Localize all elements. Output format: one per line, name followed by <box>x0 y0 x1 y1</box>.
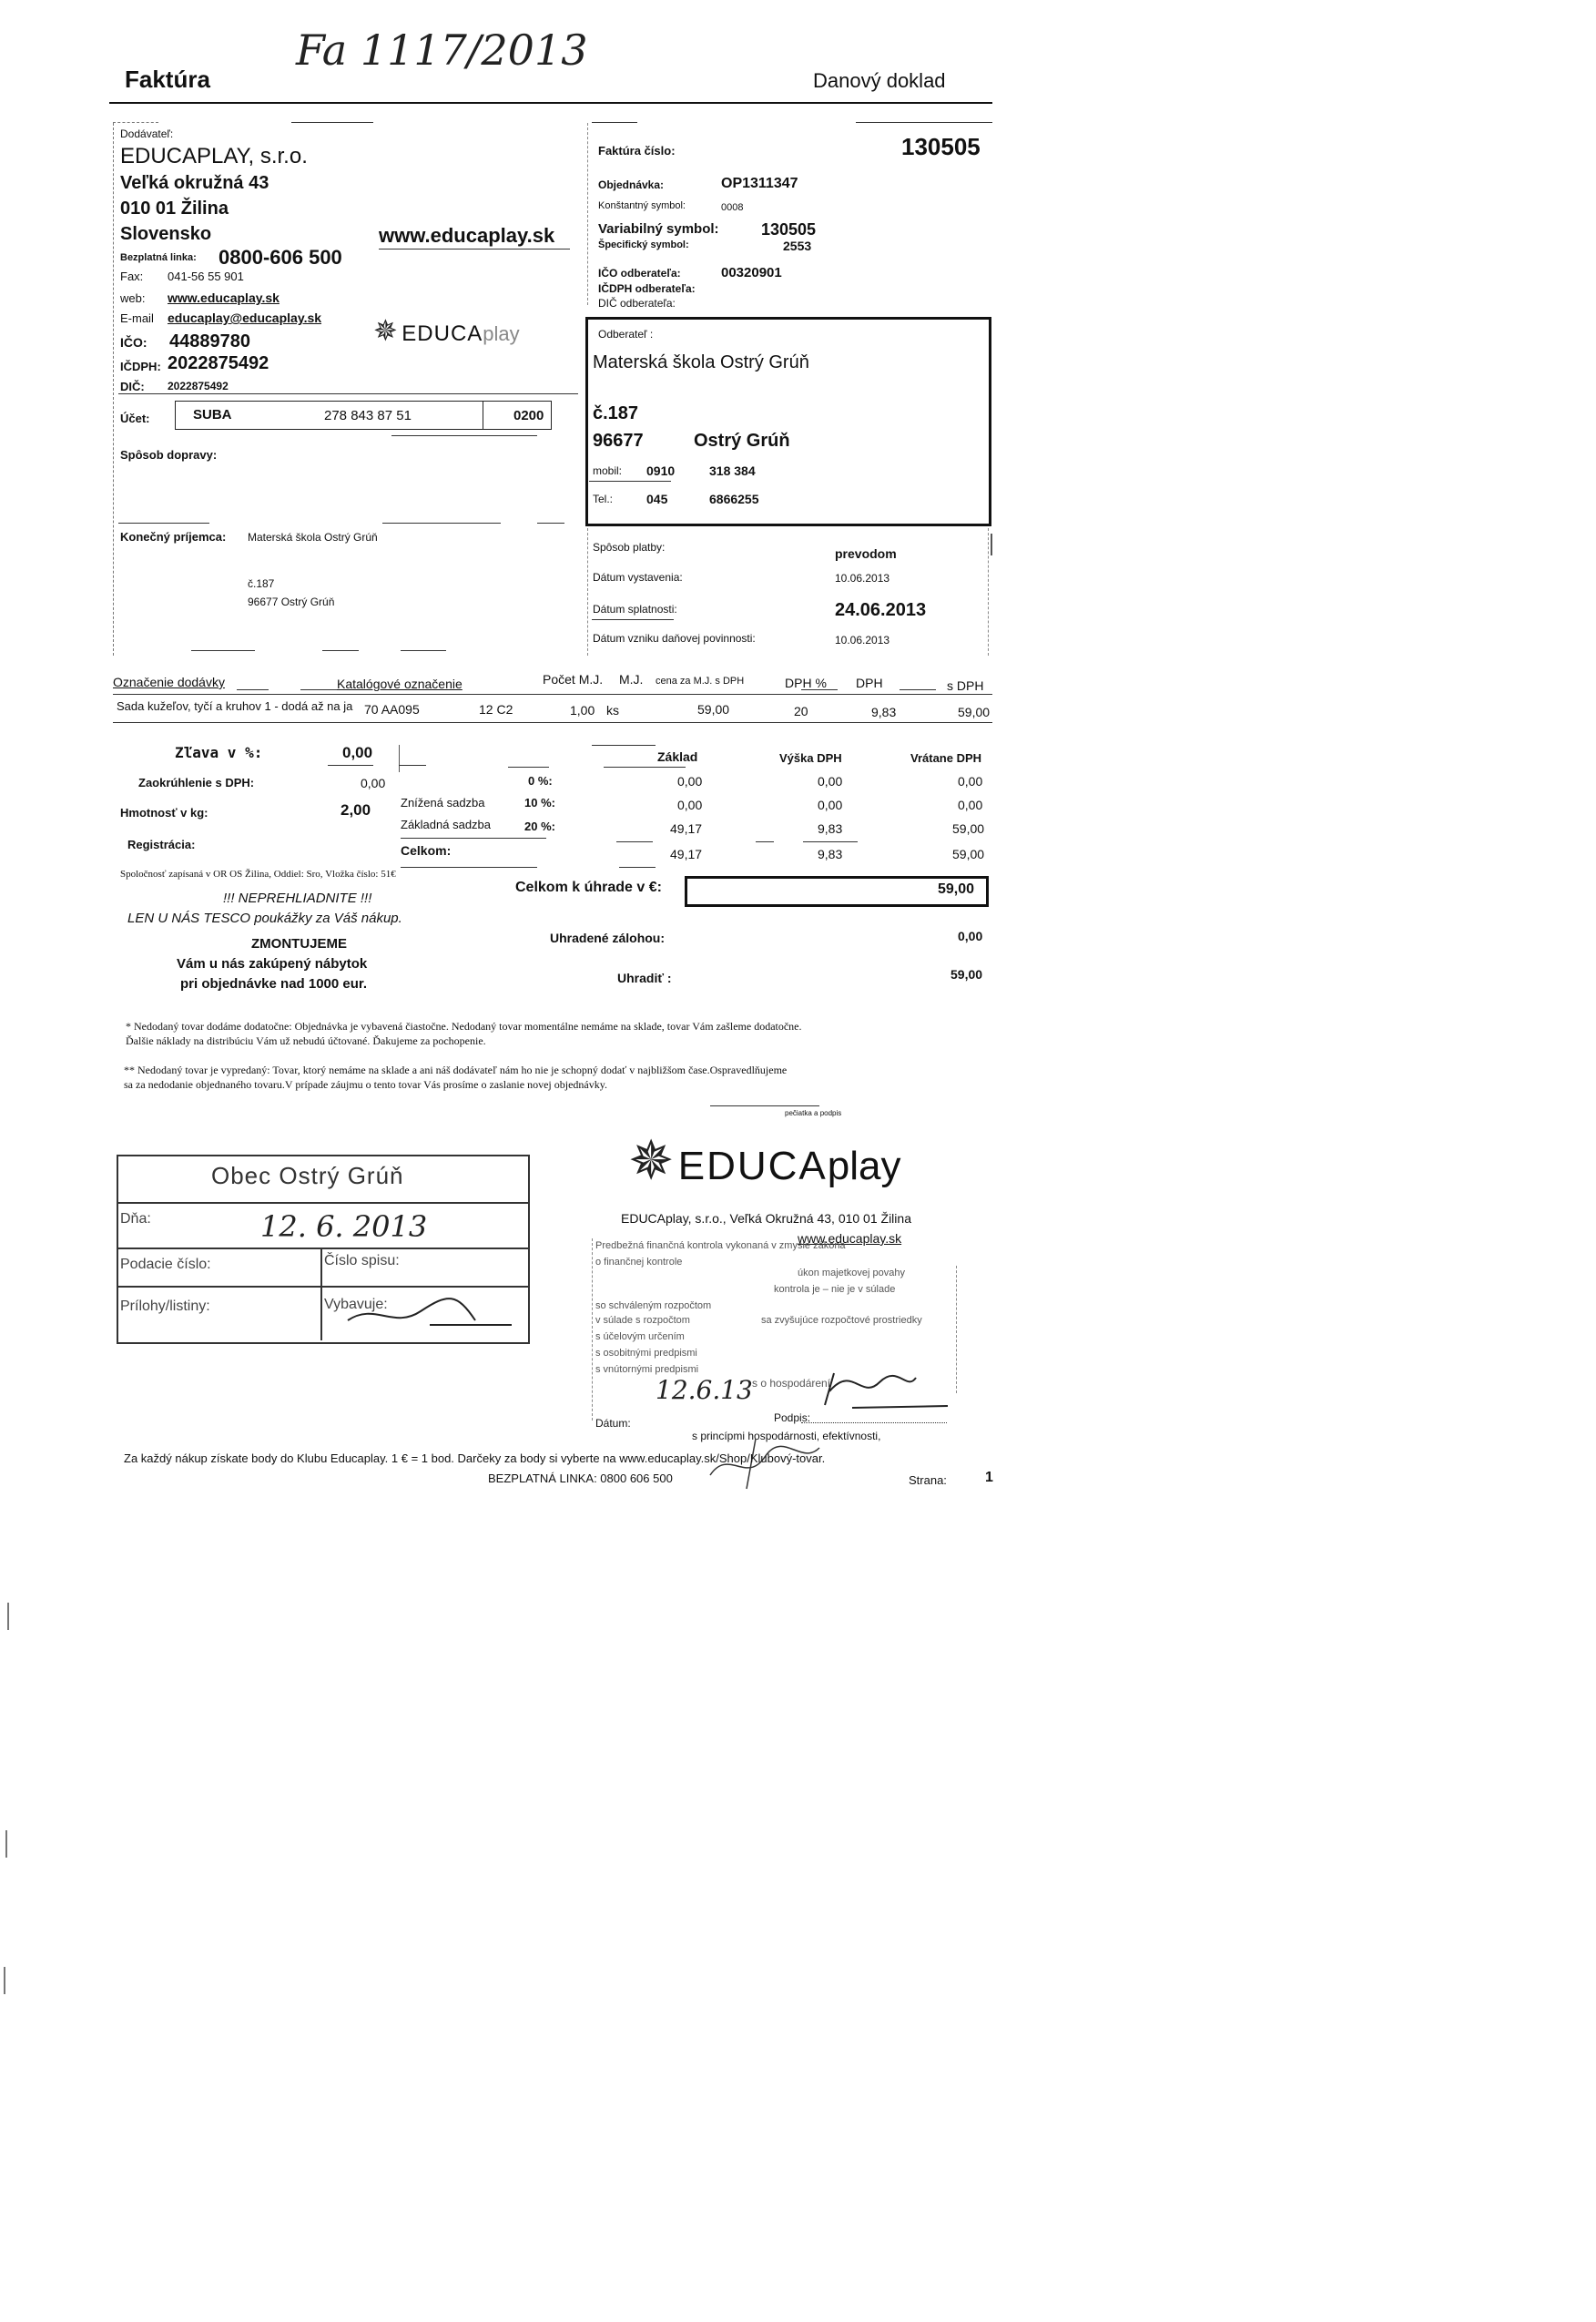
var-symbol-label: Variabilný symbol: <box>598 221 719 237</box>
const-symbol: 0008 <box>721 202 744 213</box>
supplier-country: Slovensko <box>120 224 212 244</box>
customer-zip: 96677 <box>593 431 644 451</box>
col-unit-price: cena za M.J. s DPH <box>656 676 745 687</box>
col-designation: Označenie dodávky <box>113 675 225 689</box>
ico-label: IČO: <box>120 335 147 350</box>
icdph-label: IČDPH: <box>120 360 161 373</box>
stamp-title: Obec Ostrý Grúň <box>211 1162 404 1189</box>
row-vat: 9,83 <box>871 705 897 719</box>
recipient-city: 96677 Ostrý Grúň <box>248 596 335 608</box>
col-total-with-vat: Vrátane DPH <box>910 751 982 765</box>
row-vat-pct: 20 <box>794 704 808 718</box>
recipient-label: Konečný príjemca: <box>120 530 227 544</box>
spec-symbol: 2553 <box>783 239 812 253</box>
stamp-date-handwritten: 12. 6. 2013 <box>260 1209 428 1244</box>
stamp-handled-label: Vybavuje: <box>324 1297 388 1312</box>
document-type: Danový doklad <box>813 69 946 92</box>
promo-line-4: Vám u nás zakúpený nábytok <box>177 956 368 972</box>
dic-value: 2022875492 <box>168 380 229 392</box>
to-pay-label: Uhradiť : <box>617 971 672 985</box>
promo-line-5: pri objednávke nad 1000 eur. <box>180 976 368 992</box>
note-1b: Ďalšie náklady na distribúciu Vám už nebudú účtované. Ďakujeme za pochopenie. <box>126 1034 486 1047</box>
handwritten-reference: Fa 1117/2013 <box>296 25 588 75</box>
promo-line-3: ZMONTUJEME <box>251 936 347 952</box>
stamp-attachments-label: Prílohy/listiny: <box>120 1298 210 1314</box>
left-border <box>113 123 114 656</box>
tax-date-label: Dátum vzniku daňovej povinnosti: <box>593 632 756 645</box>
bank-code: 0200 <box>513 408 544 423</box>
email-label: E-mail <box>120 311 154 325</box>
footer-free-line: BEZPLATNÁ LINKA: 0800 606 500 <box>488 1472 673 1485</box>
customer-dic-label: DIČ odberateľa: <box>598 297 676 310</box>
row-designation: Sada kužeľov, tyčí a kruhov 1 - dodá až na ja <box>117 699 353 713</box>
invoice-title: Faktúra <box>125 66 210 93</box>
supplier-website-big[interactable]: www.educaplay.sk <box>379 224 555 247</box>
free-line-number: 0800-606 500 <box>219 246 342 269</box>
customer-ico-label: IČO odberateľa: <box>598 267 681 280</box>
payment-method-label: Spôsob platby: <box>593 541 666 554</box>
row-catalog: 70 AA095 <box>364 702 420 717</box>
registration-text: Spoločnosť zapísaná v OR OS Žilina, Oddiel: Sro, Vložka číslo: 51€ <box>120 869 396 880</box>
total-due-label: Celkom k úhrade v €: <box>515 880 662 895</box>
to-pay-value: 59,00 <box>950 967 983 982</box>
stamp-signature <box>339 1284 521 1339</box>
col-base: Základ <box>657 749 698 764</box>
transport-label: Spôsob dopravy: <box>120 448 218 462</box>
tel-number: 6866255 <box>709 492 759 506</box>
discount-label: Zľava v %: <box>175 744 263 761</box>
order-label: Objednávka: <box>598 178 665 191</box>
company-stamp-signature <box>816 1355 952 1419</box>
stamp-file-label: Číslo spisu: <box>324 1253 400 1268</box>
recipient-name: Materská škola Ostrý Grúň <box>248 531 378 544</box>
invoice-number-label: Faktúra číslo: <box>598 144 676 158</box>
footer-page-label: Strana: <box>909 1473 947 1487</box>
col-vat-amount: Výška DPH <box>779 751 842 765</box>
supplier-city: 010 01 Žilina <box>120 199 229 219</box>
web-label: web: <box>120 291 146 305</box>
tel-prefix: 045 <box>646 492 668 506</box>
invoice-number: 130505 <box>901 133 981 160</box>
note-2b: sa za nedodanie objednaného tovaru.V prípade záujmu o tento tovar Vás prosíme o zaslanie novej objednávky. <box>124 1078 607 1091</box>
note-2a: ** Nedodaný tovar je vypredaný: Tovar, ktorý nemáme na sklade a ani náš dodávateľ nám ho nie je schopný dodať v najbližšom čase.Ospravedlňujeme <box>124 1064 788 1076</box>
row-qty: 1,00 <box>570 703 595 718</box>
tel-label: Tel.: <box>593 493 614 505</box>
col-with-vat: s DPH <box>947 678 984 693</box>
signature-caption: pečiatka a podpis <box>785 1109 842 1117</box>
col-unit: M.J. <box>619 672 644 687</box>
order-number: OP1311347 <box>721 176 798 191</box>
payment-method: prevodom <box>835 546 897 561</box>
issued-date: 10.06.2013 <box>835 572 890 585</box>
col-vat-pct: DPH % <box>785 676 827 690</box>
issued-label: Dátum vystavenia: <box>593 571 683 584</box>
company-stamp-logo: ✵ EDUCAplay <box>628 1130 901 1191</box>
col-vat: DPH <box>856 676 883 690</box>
header-rule <box>109 102 992 104</box>
footer-page-number: 1 <box>985 1470 993 1485</box>
supplier-name: EDUCAPLAY, s.r.o. <box>120 144 308 168</box>
mobil-label: mobil: <box>593 464 623 477</box>
tax-date: 10.06.2013 <box>835 634 890 647</box>
promo-line-2: LEN U NÁS TESCO poukážky za Váš nákup. <box>127 911 402 926</box>
company-stamp-date-label: Dátum: <box>595 1417 631 1430</box>
total-due-value: 59,00 <box>937 881 974 897</box>
weight-value: 2,00 <box>341 801 371 819</box>
customer-ico: 00320901 <box>721 265 782 280</box>
spec-symbol-label: Špecifický symbol: <box>598 239 689 250</box>
customer-street: č.187 <box>593 403 639 423</box>
stamp-date-label: Dňa: <box>120 1211 151 1227</box>
row-with-vat: 59,00 <box>958 705 991 719</box>
rounding-value: 0,00 <box>361 776 386 790</box>
splash-icon-large: ✵ <box>628 1130 675 1191</box>
dic-label: DIČ: <box>120 380 145 393</box>
registration-label: Registrácia: <box>127 838 196 851</box>
company-stamp-date-handwritten: 12.6.13 <box>656 1375 753 1405</box>
icdph-value: 2022875492 <box>168 353 269 373</box>
col-qty: Počet M.J. <box>543 672 604 687</box>
discount-value: 0,00 <box>342 744 373 761</box>
customer-label: Odberateľ : <box>598 328 654 341</box>
customer-icdph-label: IČDPH odberateľa: <box>598 282 696 295</box>
supplier-street: Veľká okružná 43 <box>120 173 269 193</box>
free-line-label: Bezplatná linka: <box>120 252 197 263</box>
company-stamp-sign-label: Podpis: <box>774 1411 811 1424</box>
col-catalog: Katalógové označenie <box>337 677 463 691</box>
company-stamp-address: EDUCAplay, s.r.o., Veľká Okružná 43, 010 01 Žilina <box>621 1211 911 1226</box>
supplier-label: Dodávateľ: <box>120 127 174 140</box>
row-unit-price: 59,00 <box>697 702 730 717</box>
fax-number: 041-56 55 901 <box>168 270 244 283</box>
note-1a: * Nedodaný tovar dodáme dodatočne: Objednávka je vybavená čiastočne. Nedodaný tovar momentálne nemáme na sklade, tovar Vám zašleme dodatočne. <box>126 1020 802 1033</box>
educaplay-logo: ✵ EDUCAplay <box>373 314 520 347</box>
var-symbol: 130505 <box>761 220 817 239</box>
due-date: 24.06.2013 <box>835 600 927 620</box>
email-link[interactable]: educaplay@educaplay.sk <box>168 311 322 325</box>
fax-label: Fax: <box>120 270 144 283</box>
const-symbol-label: Konštantný symbol: <box>598 200 686 211</box>
customer-name: Materská škola Ostrý Grúň <box>593 352 809 372</box>
bank-name: SUBA <box>193 407 232 423</box>
customer-city: Ostrý Grúň <box>694 431 790 451</box>
stamp-filing-label: Podacie číslo: <box>120 1257 211 1272</box>
footer-club-text: Za každý nákup získate body do Klubu Educaplay. 1 € = 1 bod. Darčeky za body si vyberte na www.educaplay.sk/Shop/Klubový-tovar. <box>124 1451 826 1465</box>
due-label: Dátum splatnosti: <box>593 603 677 616</box>
row-unit: ks <box>606 703 619 718</box>
recipient-street: č.187 <box>248 577 275 590</box>
company-stamp-web[interactable]: www.educaplay.sk <box>798 1231 902 1246</box>
mobil-prefix: 0910 <box>646 463 676 478</box>
deposits-label: Uhradené zálohou: <box>550 931 666 945</box>
deposits-value: 0,00 <box>958 929 983 943</box>
account-label: Účet: <box>120 412 150 425</box>
rounding-label: Zaokrúhlenie s DPH: <box>138 776 255 789</box>
row-catalog-suffix: 12 C2 <box>479 702 513 717</box>
promo-line-1: !!! NEPREHLIADNITE !!! <box>223 891 372 906</box>
mobil-number: 318 384 <box>709 463 756 478</box>
splash-icon: ✵ <box>373 314 398 347</box>
invoice-page: Faktúra Fa 1117/2013 Danový doklad Dodávateľ: EDUCAPLAY, s.r.o. Veľká okružná 43 010 01 Žilina Slovensko www.educaplay.sk Bezplatná linka: 0800-606 500 Fax: 041-56 55 901 web: www.educaplay.sk E-mail educaplay@educaplay.sk IČO: 44889780 IČDPH: 2022875492 DIČ: 2022875492 ✵ EDUCAplay Účet: SUBA 278 843 87 51 0200 Spôsob dopravy: Konečný príjemca: Materská škola Ostrý Grúň č.187 96677 Ostrý Grúň Faktúra číslo: 130505 Objednávka: OP1311347 Konštantný symbol: 0008 Variabilný symbol: 130505 Špecifický symbol: 2553 IČO odberateľa: 00320901 IČDPH odberateľa: DIČ odberateľa: Odberateľ : Materská škola Ostrý Grúň č.187 96677 Ostrý Grúň mobil: 0910 318 384 Tel.: 045 6866255 Spôsob platby: prevodom Dátum vystavenia: 10.06.2013 Dátum splatnosti: 24.06.2013 Dátum vzniku daňovej povinnosti: 10.06.2013 Označenie dodávky Katalógové označenie Počet M.J. M.J. cena za M.J. s DPH DPH % DPH s DPH Sada kužeľov, tyčí a kruhov 1 - dodá až na ja 70 AA095 12 C2 1,00 ks 59,00 20 9,83 59,00 Zľava v %: 0,00 Zaokrúhlenie s DPH: 0,00 Hmotnosť v kg: 2,00 Registrácia: Spoločnosť zapísaná v OR OS Žilina, Oddiel: Sro, Vložka číslo: 51€ Základ Výška DPH Vrátane DPH 0 %: 0,00 0,00 0,00 Znížená sadzba 10 %: 0,00 0,00 0,00 Základná sadzba 20 %: 49,17 9,83 59,00 Celkom: 49,17 9,83 59,00 Celkom k úhrade v €: 59,00 Uhradené zálohou: 0,00 Uhradiť : 59,00 !!! NEPREHLIADNITE !!! LEN U NÁS TESCO poukážky za Váš nákup. ZMONTUJEME Vám u nás zakúpený nábytok pri objednávke nad 1000 eur. * Nedodaný tovar dodáme dodatočne: Objednávka je vybavená čiastočne. Nedodaný tovar momentálne nemáme na sklade, tovar Vám zašleme dodatočne. Ďalšie náklady na distribúciu Vám už nebudú účtované. Ďakujeme za pochopenie. ** Nedodaný tovar je vypredaný: Tovar, ktorý nemáme na sklade a ani náš dodávateľ nám ho nie je schopný dodať v najbližšom čase.Ospravedlňujeme sa za nedodanie objednaného tovaru.V prípade záujmu o tento tovar Vás prosíme o zaslanie novej objednávky. pečiatka a podpis Obec Ostrý Grúň Dňa: 12. 6. 2013 Podacie číslo: Číslo spisu: Prílohy/listiny: Vybavuje: ✵ EDUCAplay EDUCAplay, s.r.o., Veľká Okružná 43, 010 01 Žilina www.educaplay.sk Predbežná finančná kontrola vykonaná v zmysle zákona o finančnej kontrole úkon majetkovej povahy kontrola je – nie je v súlade so schváleným rozpočtom v súlade s rozpočtom sa zvyšujúce rozpočtové prostriedky s účelovým určením s osobitnými predpismi s vnútornými predpismi s o hospodárení 12.6.13 Dátum: Podpis: s princípmi hospodárnosti, efektívnosti, Za každý nákup získate body do Klubu Educaplay. 1 € = 1 bod. Darčeky za body si vyberte na www.educaplay.sk/Shop/Klubový-tovar. BEZPLATNÁ LINKA: 0800 606 500 Strana: 1 <box>0 0 1596 2322</box>
company-stamp-efficiency: s princípmi hospodárnosti, efektívnosti, <box>692 1430 881 1442</box>
ico-value: 44889780 <box>169 331 250 351</box>
account-number: 278 843 87 51 <box>324 408 412 423</box>
weight-label: Hmotnosť v kg: <box>120 806 208 820</box>
web-link[interactable]: www.educaplay.sk <box>168 290 280 305</box>
